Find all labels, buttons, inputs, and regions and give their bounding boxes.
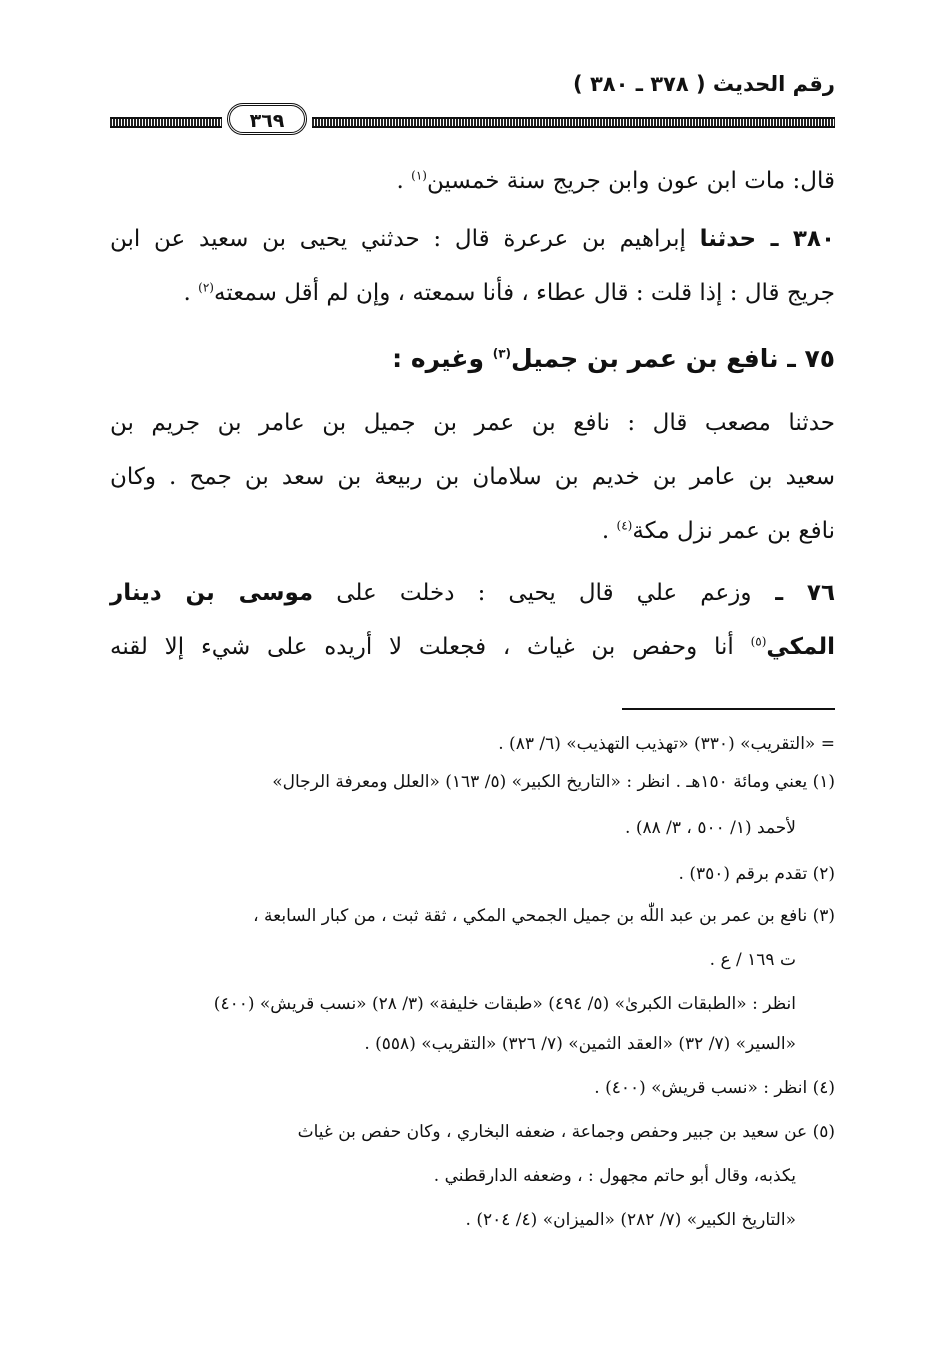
footnote-marker: (٥): [750, 634, 767, 649]
footnote-continuation: = «التقريب» (٣٣٠) «تهذيب التهذيب» (٦/ ٨٣) .: [498, 734, 835, 754]
footnote-1-continued: لأحمد (١/ ٥٠٠ ، ٣/ ٨٨) .: [625, 818, 796, 838]
page-number-badge: ٣٦٩: [227, 103, 307, 135]
hadith-opening-word: حدثنا: [699, 226, 757, 252]
hadith-380-line-1: [110, 226, 835, 252]
body-line-4: حدثنا مصعب قال : نافع بن عمر بن جميل بن عامر بن جريم بن: [110, 410, 835, 436]
text: جريج قال : إذا قلت : قال عطاء ، فأنا سمعته ، وإن لم أقل سمعته: [213, 280, 835, 306]
footnote-5-sources: «التاريخ الكبير» (٧/ ٢٨٢) «الميزان» (٤/ ٢٠٤) .: [465, 1210, 796, 1230]
text: قال: مات ابن عون وابن جريج سنة خمسين: [426, 168, 835, 194]
footnote-3-continued: ت ١٦٩ / ع .: [709, 950, 796, 970]
text: .: [183, 280, 199, 306]
text: .: [396, 168, 412, 194]
text: أنا وحفص بن غياث ، فجعلت لا أريده على شيء إلا لقنه: [110, 634, 751, 660]
section-heading-75: [110, 344, 835, 373]
footnote-marker: (٣): [492, 346, 512, 361]
narrator-name: موسى بن دينار: [110, 580, 314, 606]
footnote-5: (٥) عن سعيد بن جبير وحفص وجماعة ، ضعفه البخاري ، وكان حفص بن غياث: [297, 1122, 835, 1142]
section-number: ٧٦ ـ: [751, 580, 835, 606]
footnote-separator: [622, 708, 835, 710]
hadith-380-line-2: [110, 280, 835, 306]
footnote-4: (٤) انظر : «نسب قريش» (٤٠٠) .: [594, 1078, 835, 1098]
hadith-number: ٣٨٠ ـ: [756, 226, 835, 252]
footnote-3-sources-continued: «السير» (٧/ ٣٢) «العقد الثمين» (٧/ ٣٢٦) «التقريب» (٥٥٨) .: [364, 1034, 796, 1054]
section-76-line-2: [110, 634, 835, 660]
footnote-3-sources: انظر : «الطبقات الكبرىٰ» (٥/ ٤٩٤) «طبقات خليفة» (٣/ ٢٨) «نسب قريش» (٤٠٠): [213, 994, 796, 1014]
footnote-marker: (٤): [616, 518, 633, 533]
running-title: رقم الحديث ( ٣٧٨ ـ ٣٨٠ ): [573, 72, 835, 96]
footnote-1: (١) يعني ومائة ١٥٠هـ . انظر : «التاريخ الكبير» (٥/ ١٦٣) «العلل ومعرفة الرجال»: [272, 772, 835, 792]
text: نافع بن عمر نزل مكة: [632, 518, 835, 544]
heading-text: وغيره :: [392, 344, 493, 373]
footnote-marker: (١): [411, 168, 427, 183]
section-76-line-1: [110, 580, 835, 606]
body-line-5: سعيد بن عامر بن خديم بن سلامان بن ربيعة بن سعد بن جمح . وكان: [110, 464, 835, 490]
footnote-3: (٣) نافع بن عمر بن عبد اللّٰه بن جميل الجمحي المكي ، ثقة ثبت ، من كبار السابعة ،: [253, 906, 835, 926]
header-rule-left: [110, 117, 222, 128]
footnote-5-continued: يكذبه، وقال أبو حاتم مجهول : ، وضعفه الدارقطني .: [433, 1166, 796, 1186]
footnote-2: (٢) تقدم برقم (٣٥٠) .: [678, 864, 835, 884]
heading-text: ٧٥ ـ نافع بن عمر بن جميل: [511, 344, 835, 373]
text: إبراهيم بن عرعرة قال : حدثني يحيى بن سعيد عن ابن: [110, 226, 700, 252]
text: وزعم علي قال يحيى : دخلت على: [313, 580, 752, 606]
body-line-6: [110, 518, 835, 544]
footnote-marker: (٢): [198, 280, 214, 295]
header-rule-right: [312, 117, 835, 128]
text: .: [601, 518, 617, 544]
narrator-name: المكي: [766, 634, 835, 660]
body-line-1: [110, 168, 835, 194]
